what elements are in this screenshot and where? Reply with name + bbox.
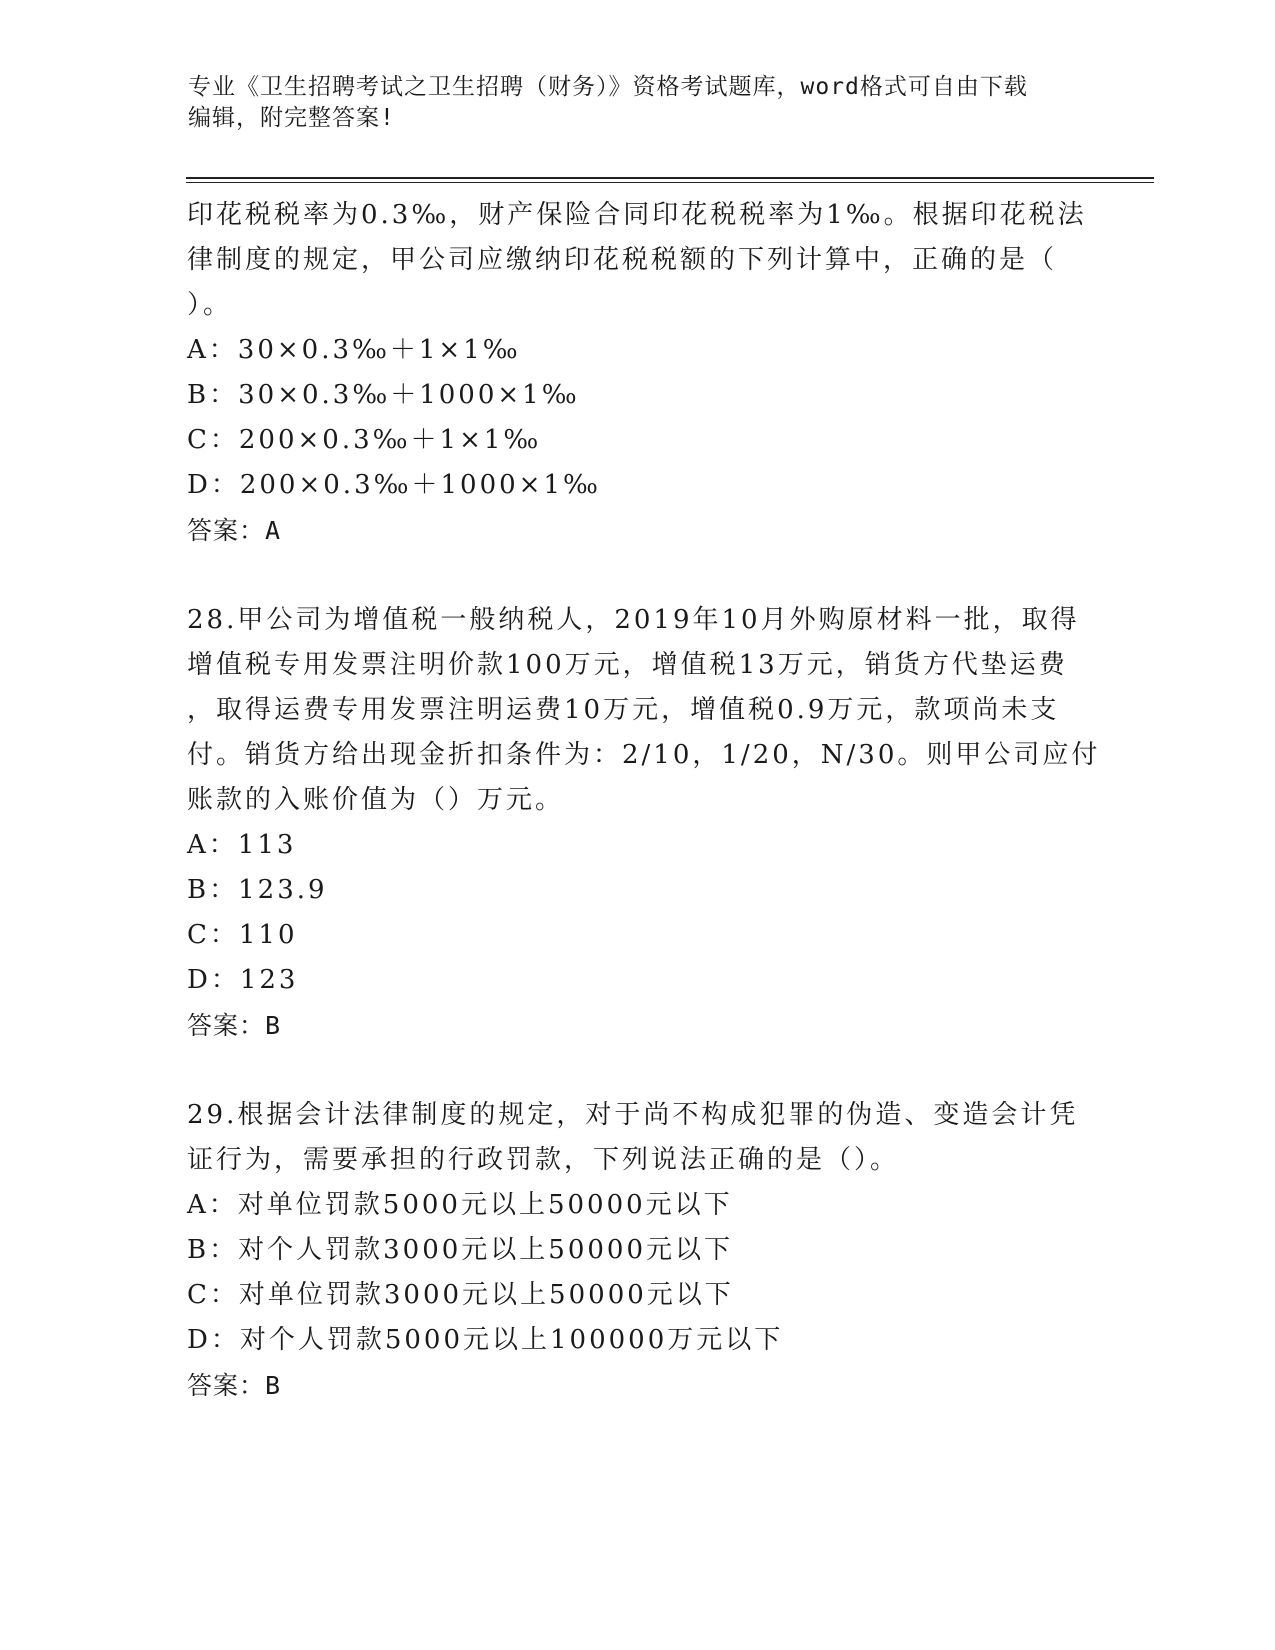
option-d: D：对个人罚款5000元以上100000万元以下 — [187, 1325, 784, 1355]
option-b: B：123.9 — [187, 875, 328, 905]
question-text-line: 付。销货方给出现金折扣条件为：2/10，1/20，N/30。则甲公司应付 — [187, 740, 1101, 770]
question-text-line: 印花税税率为0.3‰，财产保险合同印花税税率为1‰。根据印花税法 — [187, 200, 1087, 230]
answer: 答案：B — [187, 1371, 282, 1400]
question-28 — [187, 598, 1101, 1048]
question-text-line: 28.甲公司为增值税一般纳税人，2019年10月外购原材料一批，取得 — [187, 605, 1080, 635]
answer: 答案：A — [187, 516, 282, 545]
question-text-line: 账款的入账价值为（）万元。 — [187, 785, 565, 815]
question-text-line: ，取得运费专用发票注明运费10万元，增值税0.9万元，款项尚未支 — [187, 695, 1060, 725]
question-text-line: 增值税专用发票注明价款100万元，增值税13万元，销货方代垫运费 — [187, 650, 1068, 680]
option-a: A：30×0.3‰＋1×1‰ — [187, 335, 521, 365]
spacer — [187, 553, 1077, 598]
option-c: C：110 — [187, 920, 298, 950]
header-rule-thick — [186, 177, 1154, 179]
question-27 — [187, 193, 1087, 553]
header-line-1: 专业《卫生招聘考试之卫生招聘（财务）》资格考试题库，word格式可自由下载 — [188, 74, 1028, 100]
option-d: D：200×0.3‰＋1000×1‰ — [187, 470, 601, 500]
spacer — [187, 1048, 1077, 1093]
answer: 答案：B — [187, 1011, 282, 1040]
option-b: B：对个人罚款3000元以上50000元以下 — [187, 1235, 733, 1265]
question-text-line: 律制度的规定，甲公司应缴纳印花税税额的下列计算中，正确的是（ — [187, 245, 1058, 275]
option-a: A：对单位罚款5000元以上50000元以下 — [187, 1190, 733, 1220]
option-a: A：113 — [187, 830, 297, 860]
question-text-line: 29.根据会计法律制度的规定，对于尚不构成犯罪的伪造、变造会计凭 — [187, 1100, 1079, 1130]
header-line-2: 编辑，附完整答案! — [188, 105, 395, 131]
option-c: C：200×0.3‰＋1×1‰ — [187, 425, 542, 455]
question-text-line: ）。 — [187, 290, 233, 320]
option-d: D：123 — [187, 965, 299, 995]
document-header — [188, 72, 1088, 134]
header-rule-thin — [186, 182, 1154, 183]
option-c: C：对单位罚款3000元以上50000元以下 — [187, 1280, 734, 1310]
question-text-line: 证行为，需要承担的行政罚款，下列说法正确的是（）。 — [187, 1145, 900, 1175]
question-list — [187, 193, 1101, 1408]
question-29 — [187, 1093, 1077, 1408]
option-b: B：30×0.3‰＋1000×1‰ — [187, 380, 580, 410]
